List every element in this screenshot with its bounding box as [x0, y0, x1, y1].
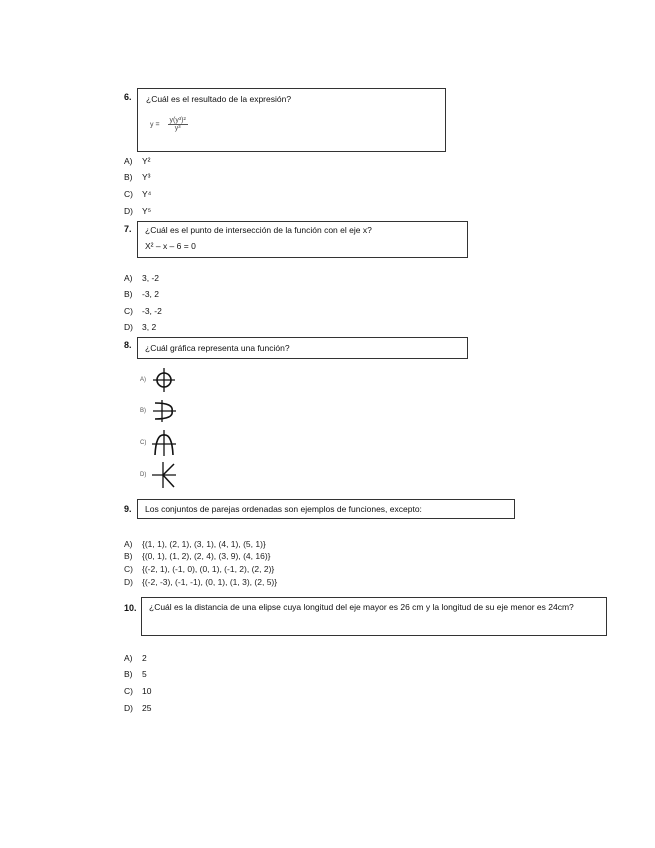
option-text: 10: [142, 686, 152, 696]
option-text: {(-2, 1), (-1, 0), (0, 1), (-1, 2), (2, 2)}: [142, 564, 275, 574]
q7-option-b[interactable]: [124, 289, 159, 299]
q8-graph-b[interactable]: [150, 397, 178, 425]
option-text: Y⁴: [142, 189, 152, 199]
q10-option-a[interactable]: [124, 653, 147, 663]
option-letter: D): [124, 206, 133, 216]
option-text: -3, 2: [142, 289, 160, 299]
q10-option-c[interactable]: [124, 686, 151, 696]
option-text: 3, 2: [142, 322, 157, 332]
q7-option-c[interactable]: [124, 306, 162, 316]
option-text: {(1, 1), (2, 1), (3, 1), (4, 1), (5, 1)}: [142, 539, 266, 549]
q10-option-b[interactable]: [124, 669, 147, 679]
option-letter: A): [124, 156, 133, 166]
q9-option-d[interactable]: [124, 576, 277, 588]
option-text: -3, -2: [142, 306, 162, 316]
option-letter: B): [124, 551, 133, 561]
q8-question-text: ¿Cuál gráfica representa una función?: [145, 343, 290, 353]
q7-number: 7.: [124, 224, 132, 234]
option-letter: D): [124, 322, 133, 332]
option-text: {(0, 1), (1, 2), (2, 4), (3, 9), (4, 16)}: [142, 551, 271, 561]
q8-graph-label-b: B): [140, 408, 146, 414]
q6-option-d[interactable]: [124, 206, 151, 216]
q7-question-text: ¿Cuál es el punto de intersección de la función con el eje x?: [145, 225, 372, 235]
q6-question-text: ¿Cuál es el resultado de la expresión?: [146, 94, 292, 104]
q8-graph-a[interactable]: [150, 366, 178, 394]
q10-question-box: [141, 597, 607, 636]
q8-number: 8.: [124, 340, 132, 350]
q10-option-d[interactable]: [124, 703, 151, 713]
q6-expr-numerator: y(y³)²: [169, 117, 186, 124]
q10-question-text: ¿Cuál es la distancia de una elipse cuya longitud del eje mayor es 26 cm y la longitud de su eje menor es 24cm?: [149, 602, 574, 612]
option-letter: A): [124, 539, 133, 549]
option-text: Y²: [142, 156, 151, 166]
q8-graph-c[interactable]: [150, 428, 178, 458]
q7-option-a[interactable]: [124, 273, 159, 283]
option-letter: B): [124, 289, 133, 299]
q8-graph-d[interactable]: [150, 460, 178, 490]
q7-equation: X² – x – 6 = 0: [145, 241, 196, 251]
q10-number: 10.: [124, 603, 137, 613]
q9-option-b[interactable]: [124, 550, 271, 562]
option-letter: B): [124, 172, 133, 182]
q6-expr-lhs: y =: [150, 121, 160, 129]
q9-question-text: Los conjuntos de parejas ordenadas son ejemplos de funciones, excepto:: [145, 504, 422, 514]
q6-option-b[interactable]: [124, 172, 151, 182]
graph-d-line-up: [163, 464, 174, 475]
option-text: 5: [142, 669, 147, 679]
q8-graph-label-a: A): [140, 377, 146, 383]
option-letter: C): [124, 564, 133, 574]
option-letter: B): [124, 669, 133, 679]
q8-graph-label-c: C): [140, 440, 147, 446]
q9-number: 9.: [124, 504, 132, 514]
option-letter: A): [124, 653, 133, 663]
q7-question-box: [137, 221, 468, 258]
q8-question-box: [137, 337, 468, 359]
q9-option-c[interactable]: [124, 563, 274, 575]
q6-fraction: [168, 117, 188, 132]
option-text: Y⁵: [142, 206, 152, 216]
option-letter: D): [124, 577, 133, 587]
option-letter: C): [124, 189, 133, 199]
option-letter: A): [124, 273, 133, 283]
option-text: Y³: [142, 172, 151, 182]
q6-number: 6.: [124, 92, 132, 102]
option-text: 25: [142, 703, 152, 713]
option-letter: C): [124, 306, 133, 316]
q8-graph-label-d: D): [140, 472, 147, 478]
q6-option-a[interactable]: [124, 156, 151, 166]
q6-expr-denominator: y³: [174, 125, 181, 132]
q6-option-c[interactable]: [124, 189, 151, 199]
graph-d-line-down: [163, 475, 174, 487]
option-text: 2: [142, 653, 147, 663]
q9-option-a[interactable]: [124, 538, 266, 550]
q9-question-box: [137, 499, 515, 519]
q6-expression: [150, 117, 188, 132]
q6-question-box: [137, 88, 446, 152]
option-letter: C): [124, 686, 133, 696]
option-text: {(-2, -3), (-1, -1), (0, 1), (1, 3), (2, 5)}: [142, 577, 278, 587]
q7-option-d[interactable]: [124, 322, 156, 332]
option-letter: D): [124, 703, 133, 713]
option-text: 3, -2: [142, 273, 160, 283]
